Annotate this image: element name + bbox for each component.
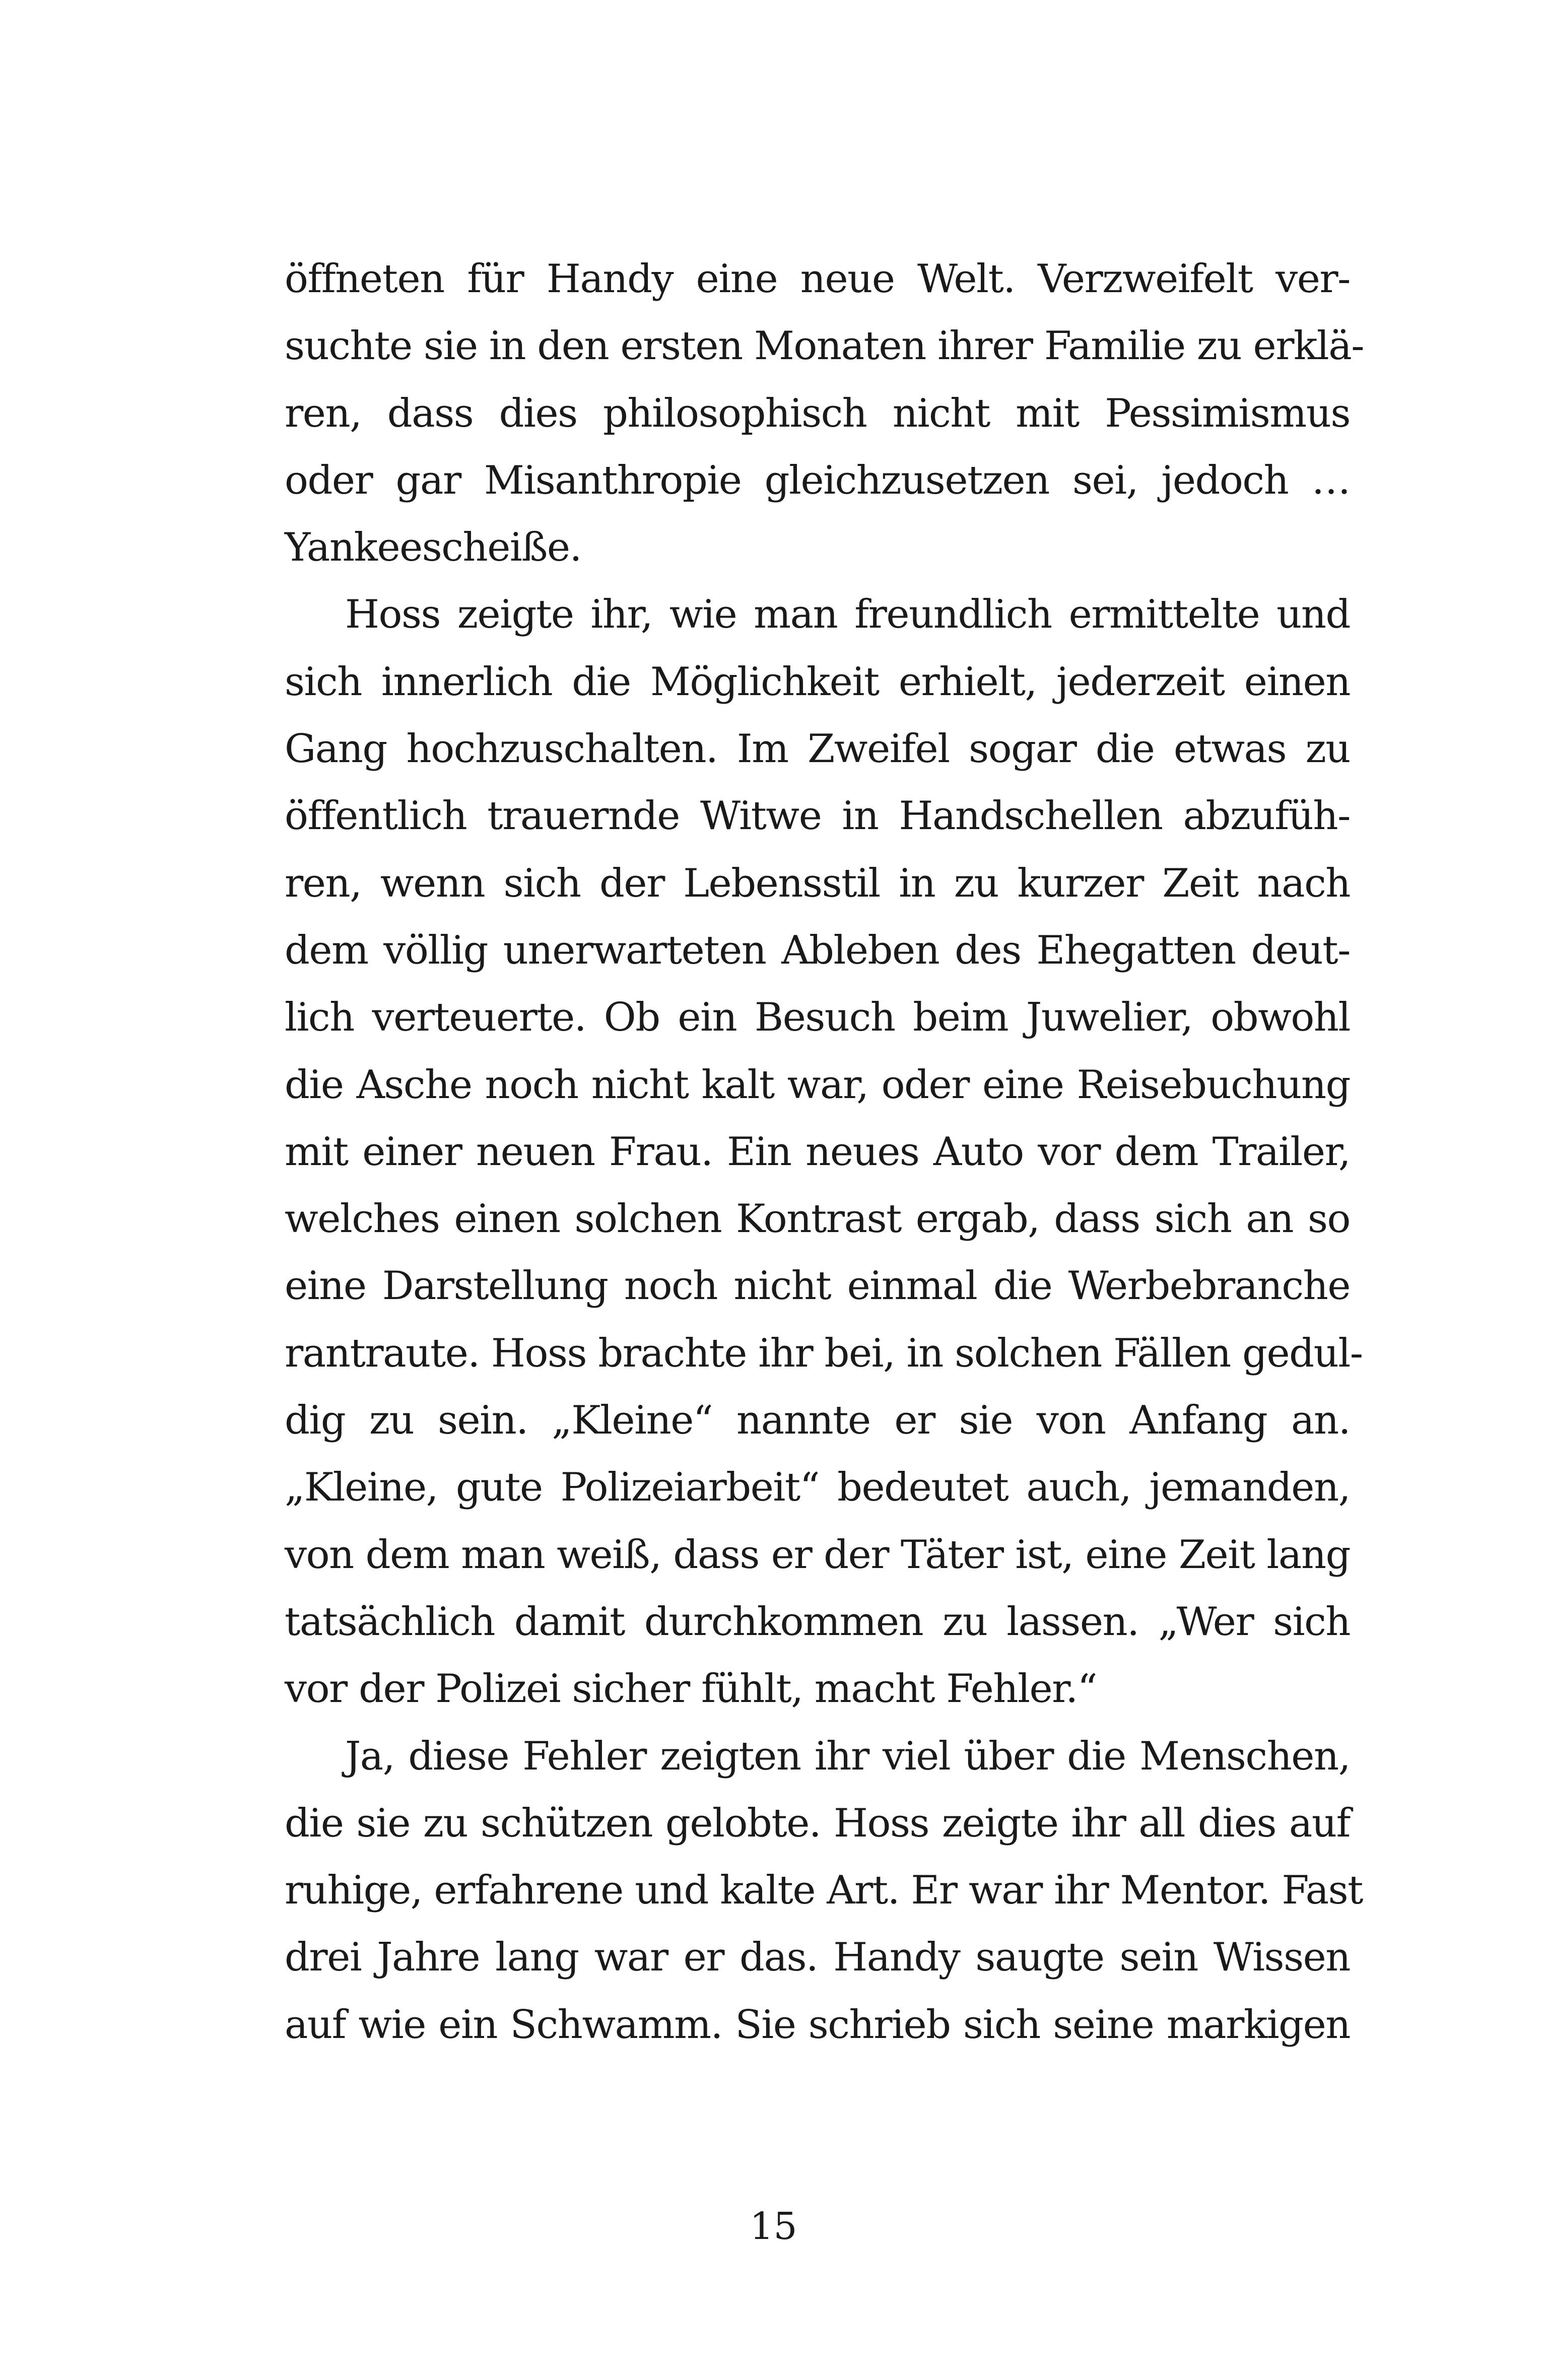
text-line: öffneten für Handy eine neue Welt. Verzweifelt ver-	[285, 256, 1350, 302]
text-line: Yankeescheiße.	[285, 525, 581, 571]
text-line: oder gar Misanthropie gleichzusetzen sei, jedoch …	[285, 457, 1350, 503]
text-line: die Asche noch nicht kalt war, oder eine Reisebuchung	[285, 1062, 1350, 1108]
text-line: dig zu sein. „Kleine“ nannte er sie von Anfang an.	[285, 1398, 1350, 1444]
text-line: sich innerlich die Möglichkeit erhielt, jederzeit einen	[285, 659, 1350, 705]
text-line: lich verteuerte. Ob ein Besuch beim Juwelier, obwohl	[285, 995, 1350, 1041]
text-line: ren, dass dies philosophisch nicht mit Pessimismus	[285, 390, 1350, 436]
text-line: „Kleine, gute Polizeiarbeit“ bedeutet auch, jemanden,	[285, 1465, 1350, 1511]
text-line: öffentlich trauernde Witwe in Handschellen abzufüh-	[285, 793, 1350, 839]
paragraph-3	[285, 1723, 1363, 2059]
text-line: eine Darstellung noch nicht einmal die Werbebranche	[285, 1263, 1350, 1309]
text-line: von dem man weiß, dass er der Täter ist, eine Zeit lang	[285, 1532, 1350, 1578]
text-line: dem völlig unerwarteten Ableben des Ehegatten deut-	[285, 927, 1350, 973]
text-line: tatsächlich damit durchkommen zu lassen. „Wer sich	[285, 1599, 1350, 1645]
text-line: Ja, diese Fehler zeigten ihr viel über die Menschen,	[345, 1733, 1350, 1779]
paragraph-2	[285, 581, 1363, 1723]
text-line: Hoss zeigte ihr, wie man freundlich ermittelte und	[345, 592, 1350, 638]
text-line: auf wie ein Schwamm. Sie schrieb sich seine markigen	[285, 2002, 1350, 2048]
text-line: ruhige, erfahrene und kalte Art. Er war ihr Mentor. Fast	[285, 1868, 1363, 1914]
text-line: mit einer neuen Frau. Ein neues Auto vor dem Trailer,	[285, 1129, 1350, 1175]
text-line: suchte sie in den ersten Monaten ihrer Familie zu erklä-	[285, 323, 1364, 369]
text-line: rantraute. Hoss brachte ihr bei, in solchen Fällen gedul-	[285, 1330, 1363, 1376]
text-line: ren, wenn sich der Lebensstil in zu kurzer Zeit nach	[285, 860, 1350, 906]
text-line: vor der Polizei sicher fühlt, macht Fehler.“	[285, 1666, 1097, 1712]
text-line: drei Jahre lang war er das. Handy saugte sein Wissen	[285, 1935, 1350, 1981]
paragraph-1	[285, 246, 1364, 581]
text-line: welches einen solchen Kontrast ergab, dass sich an so	[285, 1196, 1350, 1242]
body-text	[285, 246, 1364, 2059]
text-line: die sie zu schützen gelobte. Hoss zeigte ihr all dies auf	[285, 1800, 1350, 1846]
text-line: Gang hochzuschalten. Im Zweifel sogar die etwas zu	[285, 726, 1350, 772]
page-number: 15	[750, 2205, 797, 2248]
